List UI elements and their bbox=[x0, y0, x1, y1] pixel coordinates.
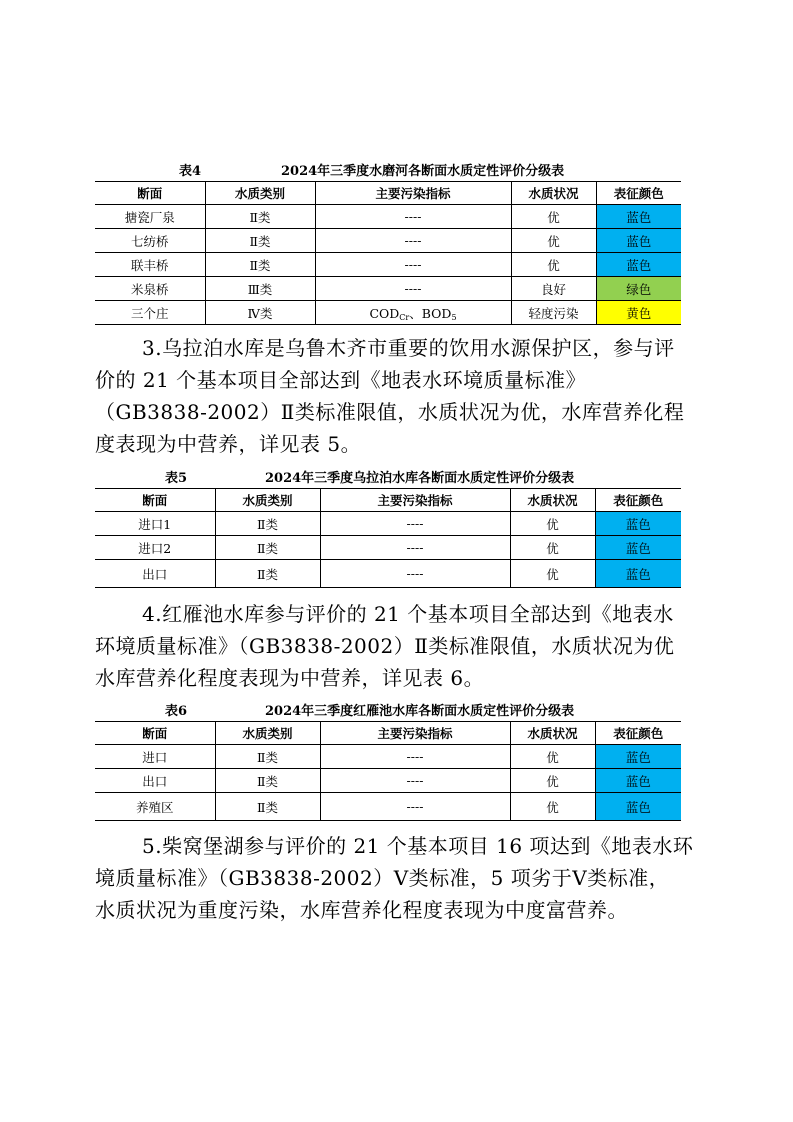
cell-section: 进口 bbox=[95, 745, 215, 769]
table-row bbox=[95, 536, 681, 560]
table-row bbox=[95, 205, 681, 229]
pollutant-cod: COD bbox=[369, 305, 400, 321]
table-row bbox=[95, 560, 681, 588]
paragraph-line: （GB3838-2002）Ⅱ类标准限值，水质状况为优，水库营养化程 bbox=[95, 400, 685, 424]
table5-number: 表5 bbox=[165, 471, 188, 486]
header-pollutant: 主要污染指标 bbox=[320, 722, 510, 745]
table-row bbox=[95, 769, 681, 793]
cell-status: 轻度污染 bbox=[511, 301, 596, 325]
cell-pollutant: ---- bbox=[315, 277, 511, 301]
header-section: 断面 bbox=[95, 182, 205, 205]
table6-caption bbox=[95, 703, 681, 721]
cell-pollutant: ---- bbox=[315, 229, 511, 253]
cell-pollutant: ---- bbox=[320, 536, 510, 560]
paragraph-4 bbox=[95, 598, 693, 694]
cell-status: 优 bbox=[511, 205, 596, 229]
cell-status: 优 bbox=[510, 745, 595, 769]
paragraph-3 bbox=[95, 332, 693, 460]
cell-status: 优 bbox=[510, 536, 595, 560]
table6-title: 2024年三季度红雁池水库各断面水质定性评价分级表 bbox=[265, 704, 575, 719]
cell-pollutant: ---- bbox=[320, 769, 510, 793]
paragraph-line: 水质状况为重度污染，水库营养化程度表现为中度富营养。 bbox=[95, 898, 628, 922]
cell-pollutant: ---- bbox=[320, 793, 510, 821]
cell-class: Ⅱ类 bbox=[215, 512, 320, 536]
table4-number: 表4 bbox=[179, 164, 202, 179]
header-class: 水质类别 bbox=[205, 182, 315, 205]
cell-class: Ⅱ类 bbox=[215, 745, 320, 769]
table-row bbox=[95, 512, 681, 536]
table5-header-row bbox=[95, 489, 681, 512]
table6-number: 表6 bbox=[165, 704, 188, 719]
table6-header-row bbox=[95, 722, 681, 745]
table-row bbox=[95, 301, 681, 325]
table5-title: 2024年三季度乌拉泊水库各断面水质定性评价分级表 bbox=[265, 471, 575, 486]
cell-pollutant: ---- bbox=[315, 205, 511, 229]
table4 bbox=[95, 181, 681, 325]
cell-status: 优 bbox=[511, 229, 596, 253]
header-section: 断面 bbox=[95, 722, 215, 745]
cell-section: 进口1 bbox=[95, 512, 215, 536]
table-row bbox=[95, 745, 681, 769]
header-color: 表征颜色 bbox=[596, 182, 681, 205]
header-status: 水质状况 bbox=[510, 489, 595, 512]
table6-block bbox=[95, 703, 681, 821]
cell-class: Ⅱ类 bbox=[215, 536, 320, 560]
cell-pollutant bbox=[315, 301, 511, 325]
cell-class: Ⅱ类 bbox=[215, 560, 320, 588]
cell-color-swatch: 蓝色 bbox=[596, 229, 681, 253]
cell-section: 米泉桥 bbox=[95, 277, 205, 301]
header-section: 断面 bbox=[95, 489, 215, 512]
header-status: 水质状况 bbox=[511, 182, 596, 205]
cell-status: 优 bbox=[510, 560, 595, 588]
paragraph-line: 价的 21 个基本项目全部达到《地表水环境质量标准》 bbox=[95, 368, 587, 392]
table-row bbox=[95, 229, 681, 253]
cell-color-swatch: 蓝色 bbox=[595, 745, 681, 769]
cell-color-swatch: 蓝色 bbox=[595, 793, 681, 821]
cell-color-swatch: 蓝色 bbox=[596, 253, 681, 277]
cell-class: Ⅱ类 bbox=[215, 793, 320, 821]
cell-color-swatch: 蓝色 bbox=[595, 769, 681, 793]
table5-caption bbox=[95, 470, 681, 488]
paragraph-line: 境质量标准》（GB3838-2002）Ⅴ类标准，5 项劣于Ⅴ类标准， bbox=[95, 866, 670, 890]
cell-pollutant: ---- bbox=[320, 512, 510, 536]
header-pollutant: 主要污染指标 bbox=[320, 489, 510, 512]
cell-status: 良好 bbox=[511, 277, 596, 301]
cell-section: 联丰桥 bbox=[95, 253, 205, 277]
cell-color-swatch: 蓝色 bbox=[595, 512, 681, 536]
cell-color-swatch: 蓝色 bbox=[595, 536, 681, 560]
table-row bbox=[95, 253, 681, 277]
paragraph-line: 环境质量标准》（GB3838-2002）Ⅱ类标准限值，水质状况为优 bbox=[95, 634, 675, 658]
table4-caption bbox=[95, 163, 681, 181]
pollutant-cod-sub: Cr bbox=[399, 312, 410, 322]
pollutant-bod: 、BOD bbox=[409, 305, 452, 321]
table5-block bbox=[95, 470, 681, 588]
cell-section: 进口2 bbox=[95, 536, 215, 560]
cell-color-swatch: 绿色 bbox=[596, 277, 681, 301]
paragraph-line: 5.柴窝堡湖参与评价的 21 个基本项目 16 项达到《地表水环 bbox=[142, 834, 694, 858]
cell-class: Ⅱ类 bbox=[205, 253, 315, 277]
cell-status: 优 bbox=[511, 253, 596, 277]
paragraph-line: 度表现为中营养，详见表 5。 bbox=[95, 432, 362, 456]
cell-status: 优 bbox=[510, 512, 595, 536]
table4-header-row bbox=[95, 182, 681, 205]
table4-block bbox=[95, 163, 681, 325]
cell-section: 出口 bbox=[95, 560, 215, 588]
table4-title: 2024年三季度水磨河各断面水质定性评价分级表 bbox=[281, 164, 565, 179]
cell-color-swatch: 黄色 bbox=[596, 301, 681, 325]
cell-color-swatch: 蓝色 bbox=[596, 205, 681, 229]
cell-class: Ⅳ类 bbox=[205, 301, 315, 325]
paragraph-line: 3.乌拉泊水库是乌鲁木齐市重要的饮用水源保护区，参与评 bbox=[142, 336, 675, 360]
cell-section: 养殖区 bbox=[95, 793, 215, 821]
header-class: 水质类别 bbox=[215, 489, 320, 512]
cell-status: 优 bbox=[510, 769, 595, 793]
cell-section: 出口 bbox=[95, 769, 215, 793]
cell-class: Ⅲ类 bbox=[205, 277, 315, 301]
pollutant-bod-sub: 5 bbox=[451, 312, 457, 322]
cell-section: 七纺桥 bbox=[95, 229, 205, 253]
cell-pollutant: ---- bbox=[320, 560, 510, 588]
cell-class: Ⅱ类 bbox=[205, 229, 315, 253]
cell-section: 搪瓷厂泉 bbox=[95, 205, 205, 229]
header-color: 表征颜色 bbox=[595, 722, 681, 745]
paragraph-5 bbox=[95, 830, 694, 926]
cell-color-swatch: 蓝色 bbox=[595, 560, 681, 588]
cell-section: 三个庄 bbox=[95, 301, 205, 325]
table-row bbox=[95, 277, 681, 301]
header-status: 水质状况 bbox=[510, 722, 595, 745]
table6 bbox=[95, 721, 681, 821]
cell-status: 优 bbox=[510, 793, 595, 821]
cell-pollutant: ---- bbox=[320, 745, 510, 769]
table-row bbox=[95, 793, 681, 821]
cell-class: Ⅱ类 bbox=[215, 769, 320, 793]
cell-pollutant: ---- bbox=[315, 253, 511, 277]
header-color: 表征颜色 bbox=[595, 489, 681, 512]
header-class: 水质类别 bbox=[215, 722, 320, 745]
table5 bbox=[95, 488, 681, 588]
paragraph-line: 水库营养化程度表现为中营养，详见表 6。 bbox=[95, 666, 485, 690]
paragraph-line: 4.红雁池水库参与评价的 21 个基本项目全部达到《地表水 bbox=[142, 602, 674, 626]
cell-class: Ⅱ类 bbox=[205, 205, 315, 229]
header-pollutant: 主要污染指标 bbox=[315, 182, 511, 205]
